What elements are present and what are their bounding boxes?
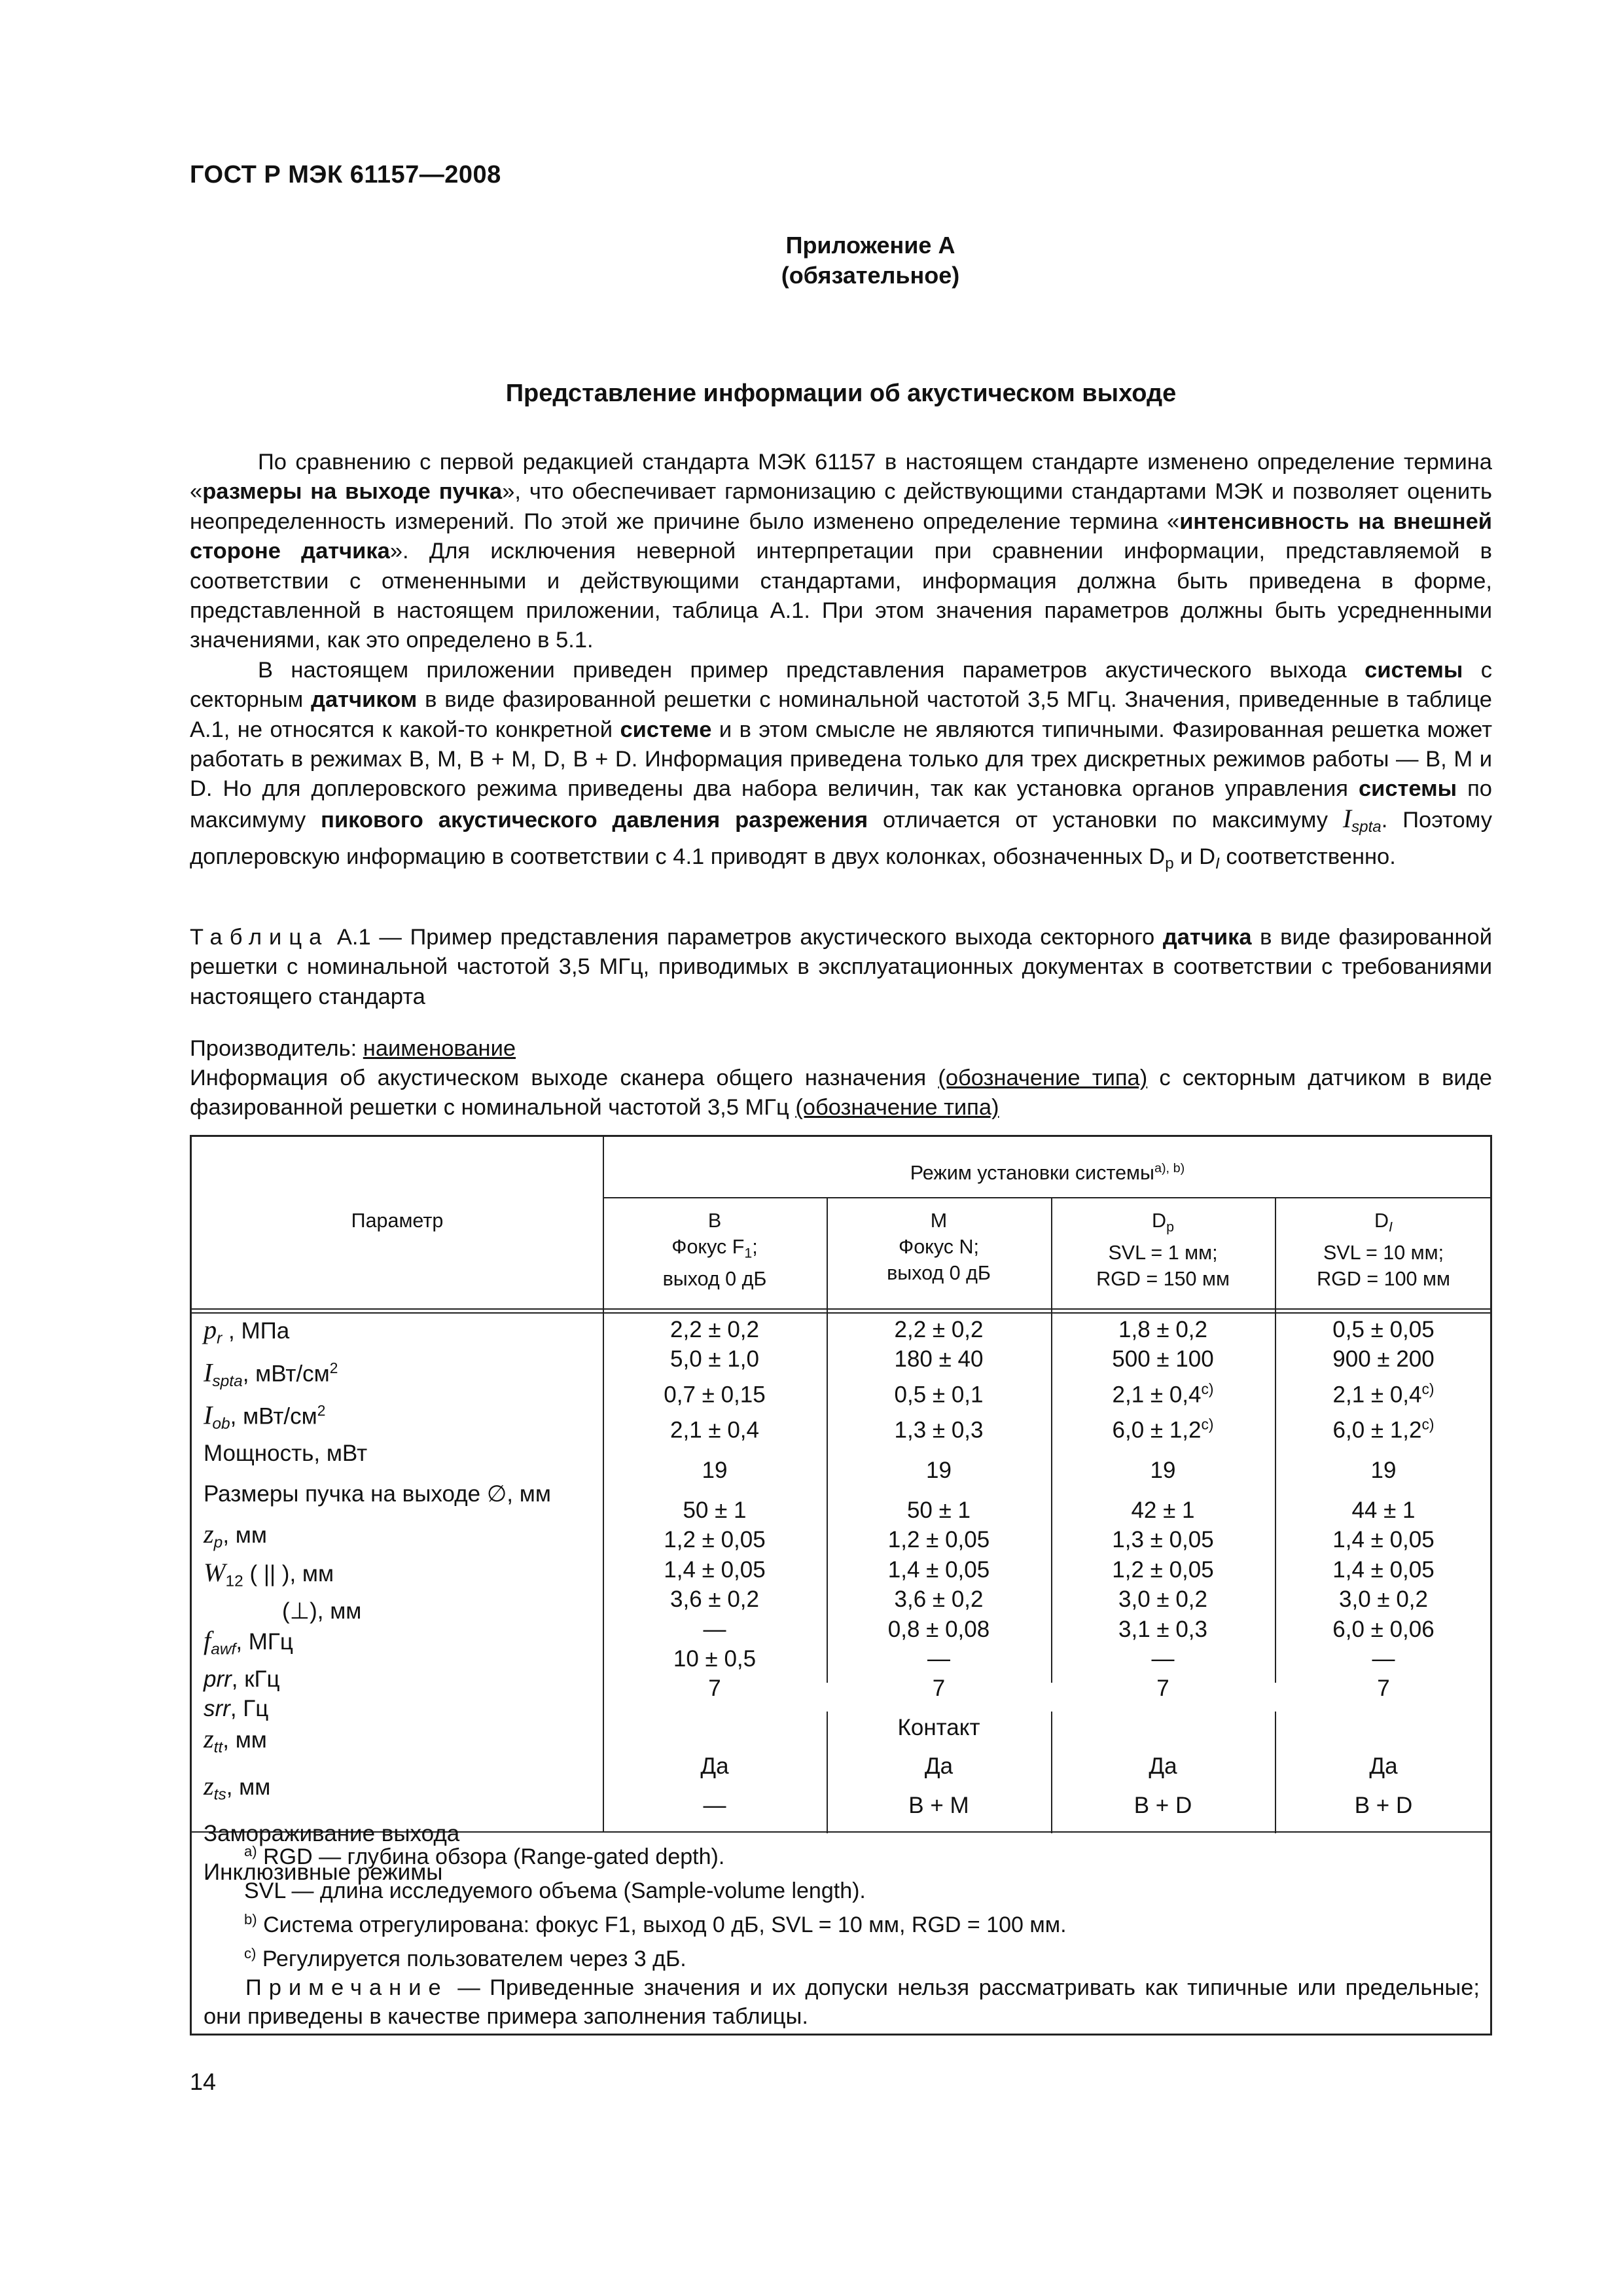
param-iob: $I_{ob}$, мВт/$см^2$ <box>204 1400 326 1433</box>
table-divider <box>603 1197 1492 1198</box>
values-column-b: 2,2 ± 0,2 5,0 ± 1,0 0,7 ± 0,15 2,1 ± 0,4 19 50 ± 1 1,2 ± 0,05 1,4 ± 0,05 3,6 ± 0,2 — 10 ± 0,5 7 Да — <box>664 1317 766 1818</box>
param-zp: $z_p$, мм <box>204 1519 267 1552</box>
param-w12: $W_{12}$ ( || ), мм <box>204 1557 334 1590</box>
paragraph-2: В настоящем приложении приведен пример представления параметров акустического выхода системы с секторным датчиком в виде фазированной решетки с номинальной частотой 3,5 МГц. Значения, приведенные в таблице А.1, не относятся к какой-то конкретной системе и в этом смысле не являются типичными. Фазированная решетка может работать в режимах B, M, B + M, D, B + D. Информация приведена только для трех дискретных режимов работы — B, M и D. Но для доплеровского режима приведены два набора величин, так как установка органов управления системы по максимуму пикового акустического давления разрежения отличается от установки по максимуму $I_{spta}$. Поэтому доплеровскую информацию в соответствии с 4.1 приводят в двух колонках, обозначенных $D_p$ и $D_I$ соответственно. <box>190 657 1493 872</box>
param-srr: srr, Гц <box>204 1696 269 1722</box>
appendix-heading <box>707 230 1034 291</box>
param-prr: prr, кГц <box>204 1666 280 1692</box>
appendix-title: Приложение А <box>785 232 955 259</box>
param-freeze: Замораживание выхода <box>204 1821 460 1847</box>
standard-designation: ГОСТ Р МЭК 61157—2008 <box>190 161 501 188</box>
table-divider <box>192 1312 1492 1314</box>
table-note: Примечание — Приведенные значения и их допуски нельзя рассматривать как типичные или предельные; они приведены в качестве примера заполнения таблицы. <box>204 1975 1480 2029</box>
appendix-status: (обязательное) <box>781 262 960 289</box>
param-ispta: $I_{spta}$, мВт/$см^2$ <box>204 1357 338 1390</box>
intro-text <box>190 448 1492 878</box>
section-title: Представление информации об акустическом выходе <box>505 380 1177 407</box>
manufacturer-info: Производитель: наименование Информация об акустическом выходе сканера общего назначения (обозначение типа) с секторным датчиком в виде фазированной решетки с номинальной частотой 3,5 МГц (обозначение типа) <box>190 1036 1492 1120</box>
table-footnotes <box>244 1837 1474 1974</box>
mode-column-m: M Фокус N; выход 0 дБ <box>887 1210 991 1284</box>
page-number: 14 <box>190 2068 217 2095</box>
values-column-di: 0,5 ± 0,05 900 ± 200 $2,1 \pm 0,4^{c)}$ $6,0 \pm 1,2^{c)}$ 19 44 ± 1 1,4 ± 0,05 1,4 ± 0,05 3,0 ± 0,2 6,0 ± 0,06 — 7 Да B + D <box>1332 1317 1435 1818</box>
paragraph-1: По сравнению с первой редакцией стандарта МЭК 61157 в настоящем стандарте изменено определение термина «размеры на выходе пучка», что обеспечивает гармонизацию с действующими стандартами МЭК и позволяет оценить неопределенность измерений. По этой же причине было изменено определение термина «интенсивность на внешней стороне датчика». Для исключения неверной интерпретации при сравнении информации, представляемой в соответствии с отмененными и действующими стандартами, информация должна быть приведена в форме, представленной в настоящем приложении, таблица А.1. При этом значения параметров должны быть усредненными значениями, как это определено в 5.1. <box>190 450 1493 653</box>
values-column-dp: 1,8 ± 0,2 500 ± 100 $2,1 \pm 0,4^{c)}$ $6,0 \pm 1,2^{c)}$ 19 42 ± 1 1,3 ± 0,05 1,2 ± 0,05 3,0 ± 0,2 3,1 ± 0,3 — 7 Да B + D <box>1112 1317 1214 1818</box>
param-w12-perp: (⊥), мм <box>282 1598 362 1624</box>
table-caption: Таблица А.1 — Пример представления параметров акустического выхода секторного датчика в виде фазированной решетки с номинальной частотой 3,5 МГц, приводимых в эксплуатационных документах в соответствии с требованиями настоящего стандарта <box>190 925 1492 1009</box>
mode-header: Режим установки системы$^{a), b)}$ <box>910 1161 1185 1184</box>
table-divider <box>192 1308 1492 1310</box>
footnote-c: $^{c)}$ Регулируется пользователем через 3 дБ. <box>244 1945 687 1972</box>
mode-column-b: B Фокус $F_1$; выход 0 дБ <box>662 1210 767 1291</box>
acoustic-output-table <box>190 1135 1492 2036</box>
param-pr: $p_r$ , МПа <box>204 1315 290 1348</box>
param-inclusive: Инклюзивные режимы <box>204 1859 443 1886</box>
param-zts: $z_{ts}$, мм <box>204 1771 271 1804</box>
footnote-b: $^{b)}$ Система отрегулирована: фокус F1, выход 0 дБ, SVL = 10 мм, RGD = 100 мм. <box>244 1911 1067 1938</box>
footnote-a: $^{a)}$ RGD — глубина обзора (Range-gated depth). <box>244 1843 725 1870</box>
param-power: Мощность, мВт <box>204 1441 368 1467</box>
param-header: Параметр <box>351 1210 444 1232</box>
param-beam: Размеры пучка на выходе ∅, мм <box>204 1480 551 1507</box>
footnote-svl: SVL — длина исследуемого объема (Sample-volume length). <box>244 1878 866 1904</box>
manufacturer-name: наименование <box>363 1036 516 1061</box>
param-ztt: $z_{tt}$, мм <box>204 1723 267 1756</box>
mode-column-di: $D_I$ SVL = 10 мм; RGD = 100 мм <box>1317 1210 1450 1291</box>
param-fawf: $f_{awf}$, МГц <box>204 1625 293 1659</box>
mode-column-dp: $D_p$ SVL = 1 мм; RGD = 150 мм <box>1096 1210 1230 1291</box>
zts-contact: Контакт <box>897 1714 980 1740</box>
values-column-m: 2,2 ± 0,2 180 ± 40 0,5 ± 0,1 1,3 ± 0,3 19 50 ± 1 1,2 ± 0,05 1,4 ± 0,05 3,6 ± 0,2 0,8 ± 0,08 — 7 Контакт Да B + M <box>827 1315 1051 1820</box>
param-list <box>204 1315 551 1888</box>
